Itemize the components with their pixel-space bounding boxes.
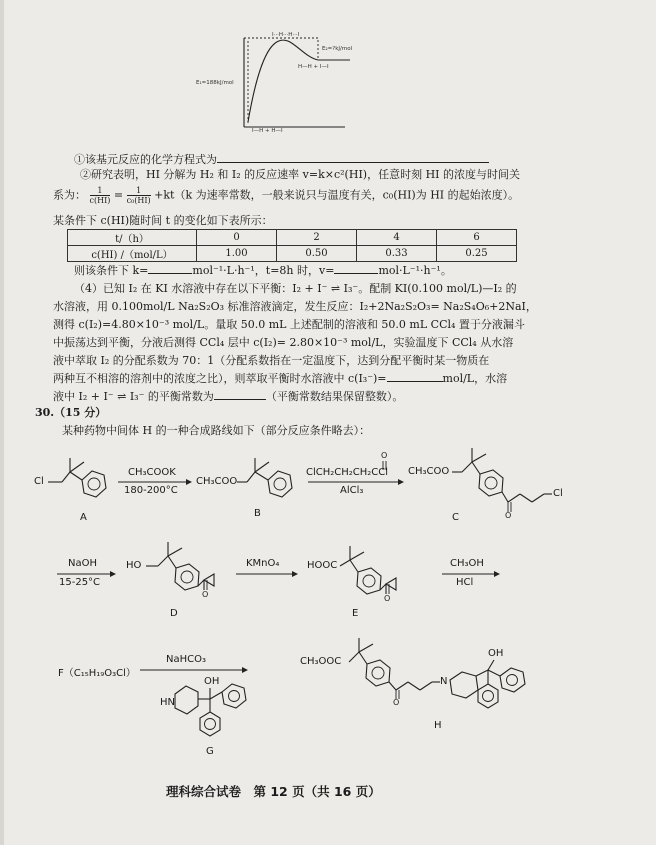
fraction-1: $\frac{1}{c(HI)}$ [89,186,111,205]
cyclopropane-d [204,574,214,586]
energy-ea2-label: E₂=?kJ/mol [322,46,353,52]
reagent-6: NaHCO₃ [166,654,206,665]
label-a: A [80,512,87,523]
reagent-4: KMnO₄ [246,558,280,569]
q3-2a: ②研究表明，HI 分解为 H₂ 和 I₂ 的反应速率 v=k×c²(HI)，任意时刻 HI 的浓度与时间关 [80,168,521,181]
condition-1: 180-200°C [124,485,178,496]
label-c: C [452,512,459,523]
energy-product: H—H + I—I [298,64,329,70]
benzene-ring-h [366,660,390,686]
g-hn: HN [160,697,175,708]
table-cell: 4 [357,230,437,246]
label-b: B [254,508,261,519]
h-n: N [440,676,448,687]
table-cell: 0.50 [277,246,357,262]
q4-line1: （4）已知 I₂ 在 KI 水溶液中存在以下平衡：I₂ + I⁻ ⇌ I₃⁻。配制 KI(0.100 mol/L)—I₂ 的 [74,282,517,295]
a-cl: Cl [34,476,44,487]
e-hooc: HOOC [307,560,338,571]
reagent-2-oxygen: O [381,451,388,460]
table-cell: 6 [437,230,517,246]
catalyst-2: AlCl₃ [340,485,364,496]
q4-line6: 两种互不相溶的溶剂中的浓度之比），则萃取平衡时水溶液中 c(I₃⁻)= mol/L，水溶 [53,372,508,385]
table-intro: 某条件下 c(HI)随时间 t 的变化如下表所示： [53,214,273,227]
label-h: H [434,720,442,731]
benzene-ring-d [175,564,199,590]
piperidine-ring-g [175,686,198,714]
c-group: CH₃COO [408,466,450,477]
table-cell: 2 [277,230,357,246]
phenyl-ring-g2 [200,712,220,736]
benzene-ring-a [82,471,106,497]
g-oh: OH [204,676,220,687]
benzene-ring-c [479,470,503,496]
energy-reactant: I—H + H—I [252,128,283,134]
q4-line4: 中振荡达到平衡，分液后测得 CCl₄ 层中 c(I₂)= 2.80×10⁻³ mol/L，实验温度下 CCl₄ 从水溶 [53,336,514,349]
q30-intro: 某种药物中间体 H 的一种合成路线如下（部分反应条件略去）： [62,424,371,437]
table-cell: 0.25 [437,246,517,262]
q3-result: 则该条件下 k= mol⁻¹·L·h⁻¹，t=8h 时，v= mol·L⁻¹·h⁻¹。 [74,264,452,277]
structure-b [237,458,292,497]
table-cell: 1.00 [197,246,277,262]
table-cell: 0 [197,230,277,246]
q3-2b: 系为： $\frac{1}{c(HI)}$ = $\frac{1}{\text{c₀(HI)}}$ +kt（k 为速率常数，一般来说只与温度有关，c₀(HI)为 HI 的起始浓度）。 [53,186,520,205]
page-footer: 理科综合试卷 第 12 页（共 16 页） [166,784,381,799]
structure-c [452,448,552,512]
h-group: CH₃OOC [300,656,342,667]
reagent-5: CH₃OH [450,558,484,569]
q30-heading: 30.（15 分） [35,406,107,419]
b-group: CH₃COO [196,476,238,487]
structure-e [340,546,396,594]
c-oxygen: O [505,511,512,520]
q4-line2: 水溶液，用 0.100mol/L Na₂S₂O₃ 标准溶液滴定，发生反应：I₂+2Na₂S₂O₃= Na₂S₄O₆+2NaI， [53,300,537,313]
reagent-1: CH₃COOK [128,467,176,478]
c-cl: Cl [553,488,563,499]
q4-line7: 液中 I₂ + I⁻ ⇌ I₃⁻ 的平衡常数为 （平衡常数结果保留整数）。 [53,390,404,403]
structure-d [146,542,214,590]
cyclopropane-e [386,578,396,590]
q4-line5: 液中萃取 I₂ 的分配系数为 70：1（分配系数指在一定温度下，达到分配平衡时某一物质在 [53,354,490,367]
table-header-conc: c(HI) /（mol/L） [68,246,197,262]
phenyl-ring-g1 [222,684,246,708]
energy-top-state: I···H···H···I [272,32,300,38]
benzene-ring-e [357,568,381,594]
table-header-time: t/（h） [68,230,197,246]
label-g: G [206,746,214,757]
benzene-ring-b [268,471,292,497]
condition-3: 15-25°C [59,577,101,588]
catalyst-5: HCl [456,577,474,588]
q4-line3: 测得 c(I₂)=4.80×10⁻³ mol/L。量取 50.0 mL 上述配制的溶液和 50.0 mL CCl₄ 置于分液漏斗 [53,318,525,331]
f-formula: F（C₁₅H₁₉O₃Cl） [58,668,136,679]
label-d: D [170,608,178,619]
structure-g [175,684,246,736]
d-oxygen: O [202,590,209,599]
label-e: E [352,608,359,619]
table-cell: 0.33 [357,246,437,262]
piperidine-ring-h [450,672,478,698]
energy-ea1-label: E₁=188kJ/mol [196,80,234,86]
structure-a [48,458,106,497]
phenyl-ring-h1 [500,668,525,692]
fraction-2: $\frac{1}{\text{c₀(HI)}}$ [126,186,151,205]
e-oxygen: O [384,594,391,603]
q3-1: ①该基元反应的化学方程式为 [74,153,489,167]
h-oh: OH [488,648,504,659]
h-oxygen: O [393,698,400,707]
reagent-3: NaOH [68,558,97,569]
d-ho: HO [126,560,142,571]
reagent-2: ClCH₂CH₂CH₂CCl [306,467,389,478]
phenyl-ring-h2 [478,684,498,708]
